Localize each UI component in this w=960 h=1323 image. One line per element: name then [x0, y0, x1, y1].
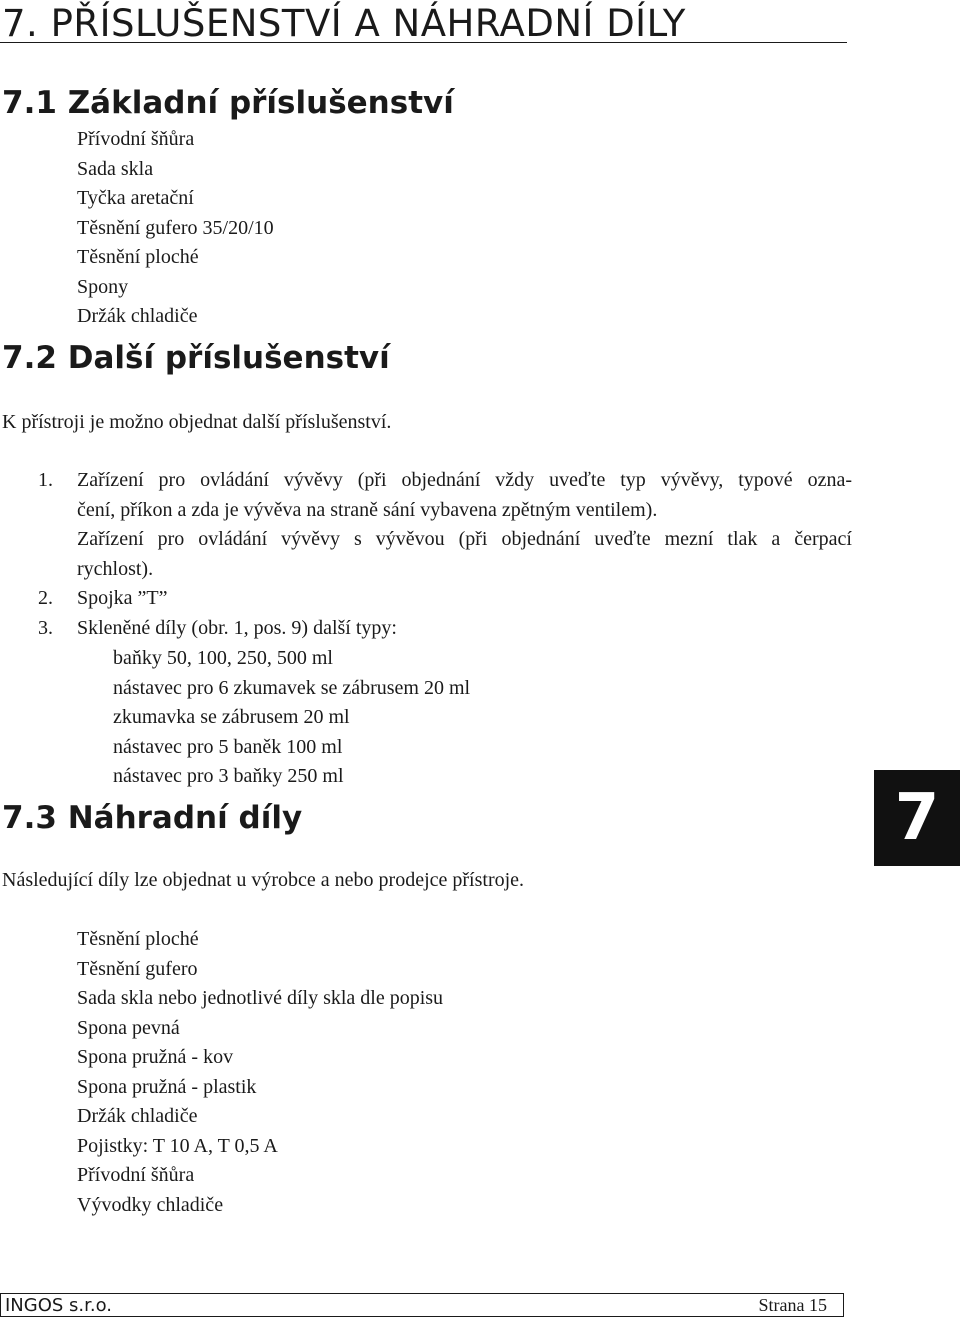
footer-page-number: Strana 15 [758, 1295, 827, 1315]
footer-company: INGOS s.r.o. [5, 1295, 113, 1316]
list-item: Sada skla [77, 157, 154, 180]
basic-accessories-list [77, 125, 274, 332]
list-item: nástavec pro 6 zkumavek se zábrusem 20 ml [113, 676, 471, 699]
list-item: Přívodní šňůra [77, 128, 195, 150]
section-spares-intro: Následující díly lze objednat u výrobce a nebo prodejce přístroje. [2, 869, 525, 891]
section-basic-title: 7.1 Základní příslušenství [2, 85, 454, 121]
list-item-text: Spojka ”T” [77, 587, 168, 609]
list-item: Těsnění ploché [77, 246, 199, 268]
list-item: Spony [77, 275, 129, 298]
list-item-text: Zařízení pro ovládání vývěvy (při objednání vždy uveďte typ vývěvy, typové ozna- [77, 469, 852, 491]
section-other-title: 7.2 Další příslušenství [2, 340, 390, 376]
list-number: 1. [38, 469, 53, 491]
list-item: baňky 50, 100, 250, 500 ml [113, 647, 333, 669]
section-other-intro: K přístroji je možno objednat další příslušenství. [2, 411, 392, 433]
list-item: nástavec pro 5 baněk 100 ml [113, 735, 343, 758]
list-number: 2. [38, 587, 53, 609]
chapter-title-rule [0, 42, 847, 43]
chapter-thumb-tab: 7 [874, 770, 960, 866]
list-item: Sada skla nebo jednotlivé díly skla dle popisu [77, 987, 444, 1009]
list-item: zkumavka se zábrusem 20 ml [113, 706, 350, 728]
list-item: Přívodní šňůra [77, 1164, 195, 1186]
spare-parts-list [77, 925, 443, 1220]
list-item: Spona pevná [77, 1016, 180, 1039]
list-item: Těsnění gufero 35/20/10 [77, 216, 274, 239]
list-item: Pojistky: T 10 A, T 0,5 A [77, 1134, 278, 1157]
list-item: Držák chladiče [77, 1105, 198, 1127]
glass-parts-sublist [113, 644, 470, 792]
list-number: 3. [38, 617, 53, 639]
list-item: Těsnění gufero [77, 957, 198, 980]
list-item-text: Skleněné díly (obr. 1, pos. 9) další typy: [77, 617, 397, 639]
list-item-text: Zařízení pro ovládání vývěvy s vývěvou (při objednání uveďte mezní tlak a čerpací [77, 528, 852, 550]
list-item: Držák chladiče [77, 305, 198, 327]
page-footer [0, 1293, 844, 1317]
chapter-title: 7. PŘÍSLUŠENSTVÍ A NÁHRADNÍ DÍLY [2, 2, 686, 45]
list-item: nástavec pro 3 baňky 250 ml [113, 765, 344, 787]
list-item: Těsnění ploché [77, 928, 199, 950]
list-item-text: čení, příkon a zda je vývěva na straně sání vybavena zpětným ventilem). [77, 499, 658, 521]
list-item: Tyčka aretační [77, 187, 194, 209]
list-item: Spona pružná - kov [77, 1046, 234, 1068]
list-item-text: rychlost). [77, 558, 154, 580]
section-spares-title: 7.3 Náhradní díly [2, 800, 303, 836]
list-item: Spona pružná - plastik [77, 1075, 257, 1098]
list-item: Vývodky chladiče [77, 1193, 224, 1216]
